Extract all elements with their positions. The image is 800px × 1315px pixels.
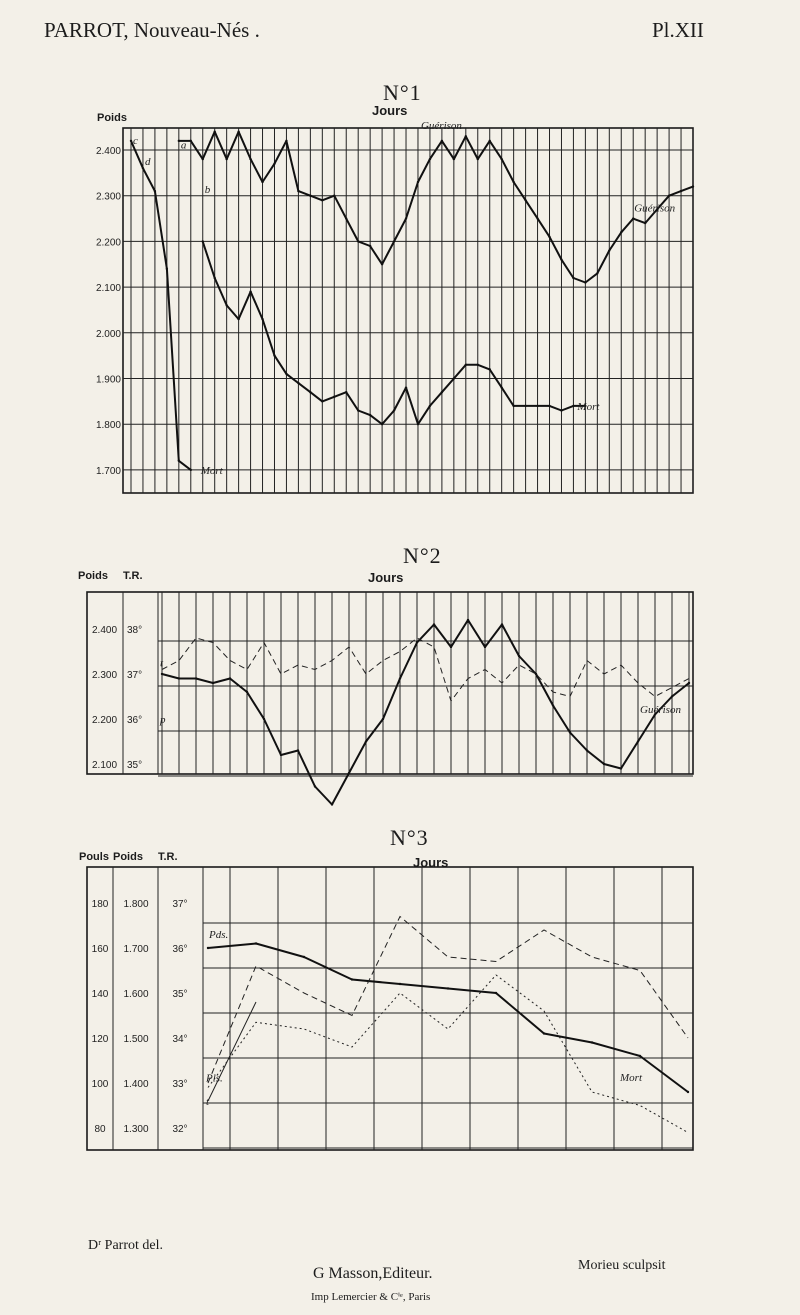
chart3-ytick3: 32° xyxy=(172,1124,188,1135)
chart1-point xyxy=(261,181,263,183)
chart3-ytick: 120 xyxy=(91,1034,109,1045)
chart3-point xyxy=(351,978,353,980)
chart1-point xyxy=(548,405,550,407)
chart1-point xyxy=(405,217,407,219)
chart3-ytick3: 35° xyxy=(172,989,188,1000)
chart2 xyxy=(87,592,693,806)
chart2-series-weight xyxy=(162,620,689,805)
chart1-annotation: c xyxy=(133,134,138,147)
chart1-point xyxy=(321,199,323,201)
chart1-point xyxy=(489,140,491,142)
chart2-point xyxy=(314,785,316,787)
chart1-point xyxy=(524,199,526,201)
chart1-point xyxy=(285,373,287,375)
chart2-frame xyxy=(87,592,693,774)
chart3-series-weight xyxy=(208,944,688,1093)
chart1-point xyxy=(393,409,395,411)
chart2-point xyxy=(518,655,520,657)
chart2-ytick: 2.400 xyxy=(92,625,118,636)
chart2-annotation: Guérison xyxy=(640,704,681,716)
chart1-point xyxy=(524,405,526,407)
chart1-point xyxy=(644,222,646,224)
chart3-ytick2: 1.600 xyxy=(123,989,149,1000)
chart3-ytick2: 1.500 xyxy=(123,1034,149,1045)
chart3-annotation: Pds. xyxy=(209,929,229,941)
chart1-point xyxy=(668,195,670,197)
chart1-point xyxy=(190,140,192,142)
chart2-point xyxy=(263,718,265,720)
chart1-ytick: 1.700 xyxy=(95,465,121,477)
chart2-point xyxy=(331,803,333,805)
footer-publisher: G Masson,Editeur. xyxy=(313,1265,433,1282)
chart1-point xyxy=(680,190,682,192)
chart3-ytick3: 36° xyxy=(172,944,188,955)
chart1-annotation: Guérison xyxy=(420,120,462,133)
chart1 xyxy=(123,128,694,493)
chart2-ytick2: 36° xyxy=(127,715,143,726)
chart1-point xyxy=(453,377,455,379)
chart3-ytick2: 1.800 xyxy=(123,899,149,910)
chart2-point xyxy=(161,673,163,675)
chart2-ytick2: 35° xyxy=(127,760,143,771)
chart2-point xyxy=(484,646,486,648)
chart3-ytick: 80 xyxy=(94,1124,106,1135)
chart2-ytick2: 37° xyxy=(127,670,143,681)
chart1-point xyxy=(369,245,371,247)
chart1-point xyxy=(285,140,287,142)
chart1-point xyxy=(429,405,431,407)
chart1-annotation: Mort xyxy=(200,464,223,477)
chart1-annotation: a xyxy=(180,139,187,152)
chart2-point xyxy=(552,704,554,706)
chart1-ytick: 1.800 xyxy=(95,420,121,432)
chart2-ylabel2: T.R. xyxy=(123,570,143,582)
chart1-frame xyxy=(123,128,693,493)
chart1-point xyxy=(273,163,275,165)
chart2-point xyxy=(620,767,622,769)
chart3-point xyxy=(543,1032,545,1034)
chart3-point xyxy=(591,1041,593,1043)
chart1-ytick: 2.100 xyxy=(95,283,121,295)
chart1-point xyxy=(381,263,383,265)
chart1-point xyxy=(273,354,275,356)
chart1-point xyxy=(465,364,467,366)
chart2-point xyxy=(178,677,180,679)
chart1-point xyxy=(214,277,216,279)
chart3-ytick3: 34° xyxy=(172,1034,188,1045)
chart2-xlabel: Jours xyxy=(368,570,404,585)
chart3-xlabel: Jours xyxy=(413,855,449,870)
chart3-point xyxy=(207,947,209,949)
chart3-series-pulse xyxy=(208,975,688,1133)
chart1-point xyxy=(441,391,443,393)
chart2-number: N°2 xyxy=(403,543,442,568)
chart1-point xyxy=(632,217,634,219)
chart2-point xyxy=(246,691,248,693)
chart1-point xyxy=(369,414,371,416)
chart1-point xyxy=(261,318,263,320)
chart2-point xyxy=(433,623,435,625)
chart3-point xyxy=(399,983,401,985)
footer-engraver: Morieu sculpsit xyxy=(578,1258,666,1273)
chart2-point xyxy=(348,772,350,774)
chart2-point xyxy=(535,673,537,675)
chart1-point xyxy=(225,304,227,306)
chart3-ytick2: 1.400 xyxy=(123,1079,149,1090)
chart2-point xyxy=(365,740,367,742)
chart1-series-line xyxy=(131,141,191,470)
chart2-point xyxy=(586,749,588,751)
chart3-ylabel: Pouls xyxy=(79,851,109,863)
chart3-point xyxy=(303,956,305,958)
chart1-ytick: 2.300 xyxy=(95,191,121,203)
chart1-point xyxy=(477,158,479,160)
chart1-point xyxy=(548,236,550,238)
chart1-point xyxy=(512,181,514,183)
chart3-annotation: t xyxy=(206,1096,210,1108)
chart2-point xyxy=(212,682,214,684)
chart1-point xyxy=(178,140,180,142)
chart1-annotation: b xyxy=(204,184,211,197)
chart1-ytick: 2.200 xyxy=(95,237,121,249)
chart2-series-temp xyxy=(162,638,689,701)
chart1-point xyxy=(309,391,311,393)
chart2-point xyxy=(467,619,469,621)
chart2-point xyxy=(637,740,639,742)
chart3-point xyxy=(447,987,449,989)
chart1-ytick: 2.000 xyxy=(95,328,121,340)
chart3-annotation: Mort xyxy=(620,1072,642,1084)
chart1-point xyxy=(620,231,622,233)
chart2-annotation: t xyxy=(160,657,164,670)
chart3-series-temp2 xyxy=(208,1002,256,1101)
chart1-point xyxy=(441,140,443,142)
chart3-ytick: 140 xyxy=(91,989,109,1000)
chart3-annotation: Pls. xyxy=(206,1072,223,1085)
chart1-point xyxy=(477,364,479,366)
chart3-ytick3: 33° xyxy=(172,1079,188,1090)
chart1-point xyxy=(596,272,598,274)
chart1-ytick: 2.400 xyxy=(95,146,121,157)
chart2-point xyxy=(399,677,401,679)
chart1-point xyxy=(500,386,502,388)
chart1-point xyxy=(393,240,395,242)
chart1-ytick: 1.900 xyxy=(95,374,121,386)
chart1-point xyxy=(692,185,694,187)
chart1-point xyxy=(572,277,574,279)
chart1-point xyxy=(417,181,419,183)
chart1-point xyxy=(333,195,335,197)
chart1-point xyxy=(465,135,467,137)
chart3-ytick3: 37° xyxy=(172,899,188,910)
chart2-ylabel: Poids xyxy=(78,570,108,582)
chart1-xlabel: Jours xyxy=(372,103,408,118)
chart3-ytick: 100 xyxy=(91,1079,109,1090)
chart1-point xyxy=(417,423,419,425)
chart1-point xyxy=(249,290,251,292)
chart1-ylabel: Poids xyxy=(97,112,127,124)
chart2-point xyxy=(569,731,571,733)
chart1-point xyxy=(178,460,180,462)
chart1-point xyxy=(345,391,347,393)
chart2-point xyxy=(297,749,299,751)
chart1-point xyxy=(489,368,491,370)
chart3-point xyxy=(639,1055,641,1057)
chart1-point xyxy=(584,281,586,283)
chart2-point xyxy=(195,677,197,679)
chart3-number: N°3 xyxy=(390,825,429,850)
chart1-series-line xyxy=(179,132,693,283)
chart2-point xyxy=(382,718,384,720)
chart1-annotation: d xyxy=(144,156,151,169)
plate-header-left: PARROT, Nouveau-Nés . xyxy=(44,18,260,42)
chart2-point xyxy=(416,641,418,643)
chart1-annotation: Guérison xyxy=(634,202,676,215)
chart2-annotation: p xyxy=(160,714,166,726)
chart1-point xyxy=(429,158,431,160)
chart3-ytick: 160 xyxy=(91,944,109,955)
chart3-point xyxy=(495,992,497,994)
chart1-point xyxy=(357,409,359,411)
chart1-point xyxy=(500,158,502,160)
chart1-annotation: Mort xyxy=(577,400,600,413)
chart1-point xyxy=(536,405,538,407)
chart1-point xyxy=(333,396,335,398)
chart2-ytick: 2.200 xyxy=(92,715,118,726)
chart1-point xyxy=(190,469,192,471)
chart2-ytick: 2.100 xyxy=(92,760,118,771)
chart3-ytick: 180 xyxy=(91,899,109,910)
chart1-point xyxy=(536,217,538,219)
chart3-ylabel2: Poids xyxy=(113,851,143,863)
chart1-point xyxy=(237,131,239,133)
chart2-ytick2: 38° xyxy=(127,625,143,636)
chart1-point xyxy=(560,258,562,260)
chart3-ytick2: 1.700 xyxy=(123,944,149,955)
chart3-point xyxy=(687,1091,689,1093)
chart1-point xyxy=(225,158,227,160)
chart1-point xyxy=(297,190,299,192)
chart1-point xyxy=(249,158,251,160)
chart1-point xyxy=(572,405,574,407)
chart2-point xyxy=(501,623,503,625)
chart1-point xyxy=(237,318,239,320)
chart1-point xyxy=(166,268,168,270)
chart1-point xyxy=(512,405,514,407)
chart1-point xyxy=(608,249,610,251)
chart3-point xyxy=(255,942,257,944)
chart3-ytick2: 1.300 xyxy=(123,1124,149,1135)
chart1-point xyxy=(405,386,407,388)
chart1-point xyxy=(453,158,455,160)
chart1-point xyxy=(297,382,299,384)
chart2-point xyxy=(450,646,452,648)
footer-printer: Imp Lemercier & Cⁱᵉ, Paris xyxy=(311,1291,431,1303)
chart2-point xyxy=(603,763,605,765)
chart2-ytick: 2.300 xyxy=(92,670,118,681)
chart1-point xyxy=(130,140,132,142)
chart3-ylabel3: T.R. xyxy=(158,851,178,863)
chart1-point xyxy=(154,190,156,192)
chart1-point xyxy=(214,131,216,133)
footer-author: Dʳ Parrot del. xyxy=(88,1238,163,1253)
chart1-point xyxy=(321,400,323,402)
chart2-point xyxy=(688,682,690,684)
chart1-point xyxy=(202,240,204,242)
chart2-point xyxy=(229,677,231,679)
chart1-point xyxy=(381,423,383,425)
chart1-point xyxy=(309,195,311,197)
plate-header-right: Pl.XII xyxy=(652,18,704,42)
chart2-point xyxy=(280,754,282,756)
chart1-point xyxy=(142,167,144,169)
chart1-point xyxy=(357,240,359,242)
chart2-point xyxy=(671,695,673,697)
chart1-point xyxy=(345,217,347,219)
chart1-point xyxy=(560,409,562,411)
chart1-number: N°1 xyxy=(383,80,422,105)
chart1-point xyxy=(202,158,204,160)
